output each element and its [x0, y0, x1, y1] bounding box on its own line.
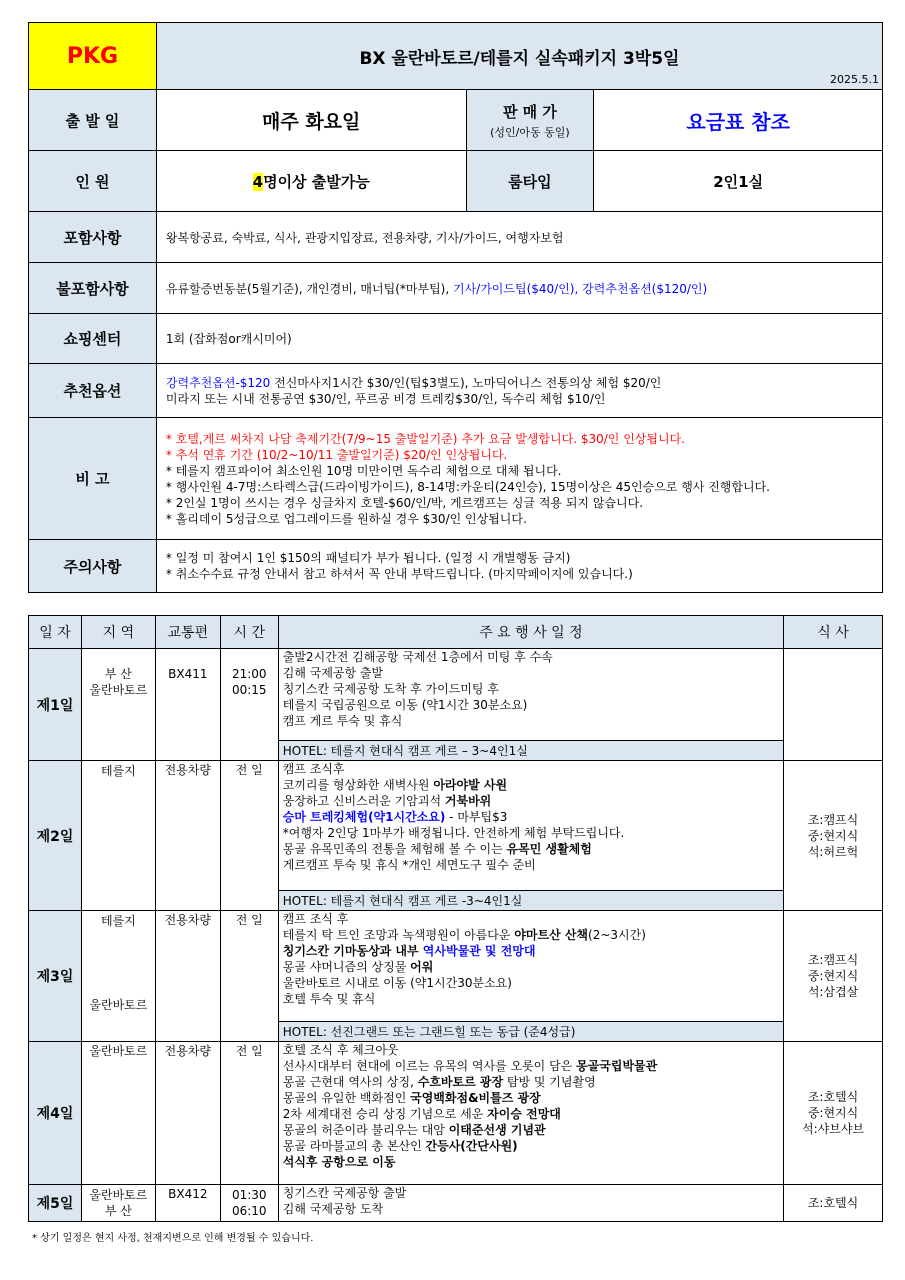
options-value	[156, 364, 882, 418]
remarks-label: 비 고	[29, 418, 157, 540]
day3-region	[81, 911, 155, 1042]
day4-line-1: 호텔 조식 후 체크아웃	[282, 1043, 399, 1057]
day4-line-8: 석식후 공항으로 이동	[282, 1155, 396, 1169]
included-label: 포함사항	[29, 212, 157, 263]
day4-line-2-bold: 몽골국립박물관	[576, 1059, 658, 1073]
day3-meal-1: 조:캠프식	[807, 953, 859, 967]
day2-hotel: HOTEL: 테를지 현대식 캠프 게르 -3~4인1실	[278, 891, 783, 911]
header-region: 지 역	[81, 616, 155, 649]
day3-hotel: HOTEL: 선진그랜드 또는 그랜드힐 또는 동급 (준4성급)	[278, 1022, 783, 1042]
header-time: 시 간	[220, 616, 278, 649]
day4-line-4-bold: 국영백화점&비틀즈 광장	[410, 1091, 541, 1105]
day4-line-7	[283, 1138, 783, 1154]
day3-line-3-bold: 칭기스칸 기마동상과 내부	[282, 944, 423, 958]
remark-1: * 호텔,게르 써차지 나담 축제기간(7/9~15 출발일기준) 추가 요금 발생합니다. $30/인 인상됩니다.	[165, 431, 685, 446]
day2-line-1: 캠프 조식후	[282, 762, 345, 776]
itinerary-table	[28, 615, 883, 1222]
day3-region-2: 울란바토르	[89, 998, 148, 1012]
day4-time: 전 일	[220, 1042, 278, 1185]
day1-meals	[784, 649, 883, 761]
day2-line-2-text: 코끼리를 형상화한 새벽사원	[282, 778, 434, 792]
day2-transport: 전용차량	[155, 761, 220, 911]
price-sub: (성인/아동 동일)	[490, 125, 570, 139]
day3-line-3-blue: 역사박물관 및 전망대	[422, 944, 536, 958]
day3-line-2-tail: (2~3시간)	[588, 928, 646, 942]
day4-line-5-text: 2차 세계대전 승리 상징 기념으로 세운	[282, 1107, 488, 1121]
options-line-1-rest: 전신마사지1시간 $30/인(팁$3별도), 노마딕어니스 전통의상 체험 $20/인	[274, 375, 662, 390]
day1-region	[81, 649, 155, 761]
departure-value: 매주 화요일	[156, 90, 466, 151]
day4-transport: 전용차량	[155, 1042, 220, 1185]
day3-line-2	[283, 927, 783, 943]
day5-row	[29, 1185, 883, 1222]
caution-value	[156, 540, 882, 593]
day4-meal-3: 석:샤브샤브	[802, 1122, 865, 1136]
day1-time	[220, 649, 278, 761]
remark-5: * 2인실 1명이 쓰시는 경우 싱글차지 호텔-$60/인/박, 게르캠프는 싱글 적용 되지 않습니다.	[165, 495, 644, 510]
day3-meals	[784, 911, 883, 1042]
day1-line-5: 캠프 게르 투숙 및 휴식	[282, 714, 403, 728]
people-highlight: 4	[252, 172, 264, 191]
day2-line-3-bold: 거북바위	[444, 794, 492, 808]
day4-region: 울란바토르	[81, 1042, 155, 1185]
day3-line-4-bold: 어워	[410, 960, 434, 974]
day3-line-4-text: 몽골 샤머니즘의 상징물	[282, 960, 411, 974]
day4-line-6-bold: 이태준선생 기념관	[448, 1123, 546, 1137]
day3-meal-2: 중:현지식	[807, 969, 859, 983]
day5-label: 제5일	[29, 1185, 82, 1222]
header-day: 일 자	[29, 616, 82, 649]
options-strong-recommend: 강력추천옵션-$120	[165, 375, 275, 390]
day2-region	[81, 761, 155, 911]
shopping-value: 1회 (잡화점or캐시미어)	[156, 314, 882, 364]
day2-meal-2: 중:현지식	[807, 828, 859, 843]
day2-row	[29, 761, 883, 891]
day4-line-6-text: 몽골의 허준이라 불리우는 대암	[282, 1123, 449, 1137]
day1-line-2: 김해 국제공항 출발	[282, 666, 384, 680]
people-value	[156, 151, 466, 212]
day2-line-4	[283, 809, 783, 825]
caution-1: * 일정 미 참여시 1인 $150의 패널티가 부가 됩니다. (일정 시 개별행동 금지)	[165, 551, 571, 565]
day4-line-5	[283, 1106, 783, 1122]
day3-line-5: 울란바토르 시내로 이동 (약1시간30분소요)	[282, 976, 512, 990]
day1-line-4: 테를지 국립공원으로 이동 (약1시간 30분소요)	[282, 698, 528, 712]
day1-label: 제1일	[29, 649, 82, 761]
shopping-label: 쇼핑센터	[29, 314, 157, 364]
day1-time-2: 00:15	[231, 683, 267, 697]
day1-region-1: 부 산	[104, 667, 132, 681]
day2-time: 전 일	[220, 761, 278, 911]
price-label-cell	[466, 90, 594, 151]
options-line-2: 미라지 또는 시내 전통공연 $30/인, 푸르공 비경 트레킹$30/인, 독수리 체험 $10/인	[165, 391, 606, 406]
day2-line-3-text: 웅장하고 신비스러운 기암괴석	[282, 794, 445, 808]
day2-line-6	[283, 841, 783, 857]
day1-transport	[155, 649, 220, 761]
caution-2: * 취소수수료 규정 안내서 참고 하셔서 꼭 안내 부탁드립니다. (마지막페이지에 있습니다.)	[165, 567, 633, 581]
day4-line-5-bold: 자이승 전망대	[487, 1107, 561, 1121]
day2-line-7: 게르캠프 투숙 및 휴식 *개인 세면도구 필수 준비	[282, 858, 536, 872]
day1-schedule	[278, 649, 783, 741]
day4-line-7-bold: 간등사(간단사원)	[425, 1139, 518, 1153]
day2-meals	[784, 761, 883, 911]
day3-schedule	[278, 911, 783, 1022]
day3-line-4	[283, 959, 783, 975]
day3-label: 제3일	[29, 911, 82, 1042]
day2-line-4-text: - 마부팁$3	[445, 810, 508, 824]
remarks-value	[156, 418, 882, 540]
day1-time-1: 21:00	[231, 667, 267, 681]
day3-meal-3: 석:삼겹살	[807, 985, 859, 999]
day2-line-2-bold: 아라야발 사원	[433, 778, 508, 792]
day4-row	[29, 1042, 883, 1185]
day3-line-3	[283, 943, 783, 959]
day4-meals	[784, 1042, 883, 1185]
itinerary-header-row	[29, 616, 883, 649]
day3-time: 전 일	[220, 911, 278, 1042]
room-value: 2인1실	[594, 151, 883, 212]
people-rest: 명이상 출발가능	[263, 172, 370, 191]
options-line-1	[166, 375, 882, 391]
included-value: 왕복항공료, 숙박료, 식사, 관광지입장료, 전용차량, 기사/가이드, 여행자보험	[156, 212, 882, 263]
day3-line-2-bold: 야마트산 산책	[514, 928, 589, 942]
day2-schedule	[278, 761, 783, 891]
people-label: 인 원	[29, 151, 157, 212]
day4-line-4	[283, 1090, 783, 1106]
day2-line-6-text: 몽골 유목민족의 전통을 체험해 볼 수 이는	[282, 842, 507, 856]
day1-row	[29, 649, 883, 741]
departure-label: 출 발 일	[29, 90, 157, 151]
day5-transport: BX412	[155, 1185, 220, 1222]
day4-meal-1: 조:호텔식	[807, 1090, 859, 1104]
day3-line-1: 캠프 조식 후	[282, 912, 349, 926]
day5-region	[81, 1185, 155, 1222]
day4-line-2-text: 선사시대부터 현대에 이르는 유목의 역사를 오롯이 담은	[282, 1059, 577, 1073]
day4-schedule	[278, 1042, 783, 1185]
package-info-table	[28, 22, 883, 593]
day3-transport: 전용차량	[155, 911, 220, 1042]
caution-label: 주의사항	[29, 540, 157, 593]
day2-line-5: *여행자 2인당 1마부가 배정됩니다. 안전하게 체험 부탁드립니다.	[282, 826, 625, 840]
excluded-blue-text: 기사/가이드팁($40/인), 강력추천옵션($120/인)	[452, 281, 708, 296]
day1-line-3: 칭기스칸 국제공항 도착 후 가이드미팅 후	[282, 682, 499, 696]
day1-flight: BX411	[168, 667, 208, 681]
day4-line-3	[283, 1074, 783, 1090]
header-transport: 교통편	[155, 616, 220, 649]
header-schedule: 주 요 행 사 일 정	[278, 616, 783, 649]
day4-meal-2: 중:현지식	[807, 1106, 859, 1120]
day4-line-6	[283, 1122, 783, 1138]
room-label: 룸타입	[466, 151, 594, 212]
day5-time-1: 01:30	[231, 1188, 267, 1202]
day2-meal-3: 석:허르헉	[807, 844, 859, 859]
package-title-cell	[156, 23, 882, 90]
day4-line-2	[283, 1058, 783, 1074]
remark-6: * 홀리데이 5성급으로 업그레이드를 원하실 경우 $30/인 인상됩니다.	[165, 511, 527, 526]
day4-label: 제4일	[29, 1042, 82, 1185]
pkg-badge: PKG	[29, 23, 157, 90]
day4-line-3-bold: 수흐바토르 광장	[417, 1075, 504, 1089]
day2-meal-1: 조:캠프식	[807, 812, 859, 827]
day4-line-4-text: 몽골의 유일한 백화점인	[282, 1091, 411, 1105]
document-date: 2025.5.1	[830, 73, 879, 86]
day2-line-4-blue: 승마 트레킹체험(약1시간소요)	[282, 810, 446, 824]
day5-time-2: 06:10	[231, 1204, 267, 1218]
excluded-text: 유류할증번동분(5월기준), 개인경비, 매너팁(*마부팁),	[165, 281, 453, 296]
day3-region-1: 테를지	[101, 914, 136, 928]
price-value: 요금표 참조	[594, 90, 883, 151]
package-title: BX 울란바토르/테를지 실속패키지 3박5일	[359, 48, 680, 69]
day1-hotel: HOTEL: 테를지 현대식 캠프 게르 – 3~4인1실	[278, 741, 783, 761]
day2-region-1: 테를지	[101, 764, 136, 778]
day4-line-7-text: 몽골 라마불교의 총 본산인	[282, 1139, 426, 1153]
day2-line-3	[283, 793, 783, 809]
day1-line-1: 출발2시간전 김해공항 국제선 1층에서 미팅 후 수속	[282, 650, 553, 664]
day4-line-3-text: 몽골 근현대 역사의 상징,	[282, 1075, 418, 1089]
day3-row	[29, 911, 883, 1022]
excluded-value	[156, 263, 882, 314]
day5-meal-1: 조:호텔식	[807, 1196, 859, 1210]
options-label: 추천옵션	[29, 364, 157, 418]
day5-schedule	[278, 1185, 783, 1222]
remark-3: * 테를지 캠프파이어 최소인원 10명 미만이면 독수리 체험으로 대체 됩니다.	[165, 463, 562, 478]
day5-meals	[784, 1185, 883, 1222]
day4-line-3-tail: 탐방 및 기념촬영	[503, 1075, 596, 1089]
day1-region-2: 울란바토르	[89, 683, 148, 697]
day5-region-1: 울란바토르	[89, 1188, 148, 1202]
day3-line-2-text: 테를지 탁 트인 조망과 녹색평원이 아름다운	[282, 928, 515, 942]
day2-label: 제2일	[29, 761, 82, 911]
day5-line-2: 김해 국제공항 도착	[282, 1202, 384, 1216]
excluded-label: 불포함사항	[29, 263, 157, 314]
day2-line-2	[283, 777, 783, 793]
remark-4: * 행사인원 4-7명:스타렉스급(드라이빙가이드), 8-14명:카운티(24인승), 15명이상은 45인승으로 행사 진행합니다.	[165, 479, 770, 494]
day3-line-6: 호텔 투숙 및 휴식	[282, 992, 376, 1006]
itinerary-footnote: * 상기 일정은 현지 사정, 천재지변으로 인해 변경될 수 있습니다.	[32, 1233, 314, 1244]
remark-2: * 추석 연휴 기간 (10/2~10/11 출발일기준) $20/인 인상됩니다.	[165, 447, 508, 462]
day5-region-2: 부 산	[104, 1204, 132, 1218]
price-label: 판 매 가	[502, 102, 557, 121]
day5-line-1: 칭기스칸 국제공항 출발	[282, 1186, 407, 1200]
day2-line-6-bold: 유목민 생활체험	[506, 842, 592, 856]
day5-time	[220, 1185, 278, 1222]
header-meals: 식 사	[784, 616, 883, 649]
